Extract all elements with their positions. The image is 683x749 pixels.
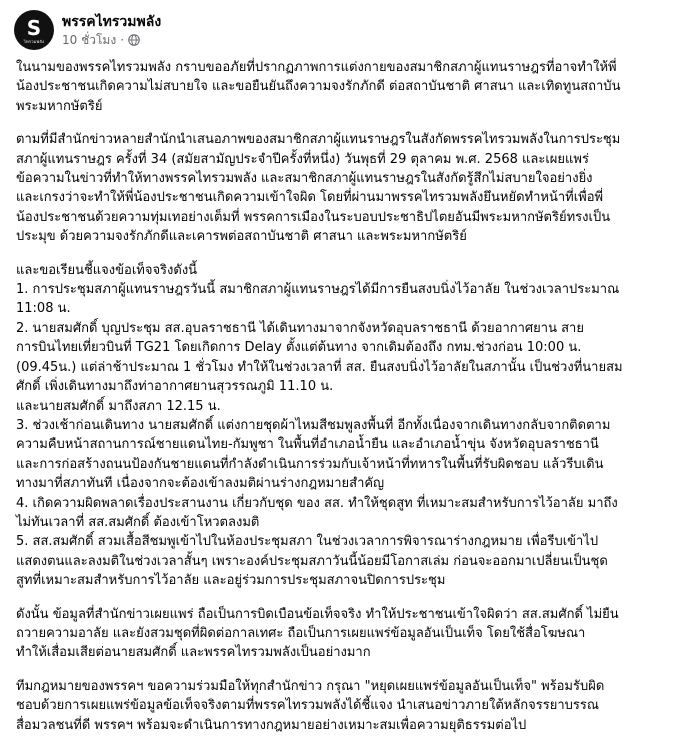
post-text-line: 5. สส.สมศักดิ์ สวมเสื้อสีชมพูเข้าไปในห้องประชุมสภา ในช่วงเวลาการพิจารณาร่างกฎหมาย เพื่อรีบเข้าไป <box>16 534 599 550</box>
post-subline <box>62 32 161 48</box>
post-text-line: ความคืบหน้าสถานการณ์ชายแดนไทย-กัมพูชา ในพื้นที่อำเภอน้ำยืน และอำเภอน้ำขุ่น จังหวัดอุบลราชธานี <box>16 437 599 453</box>
post-text-line: และการก่อสร้างถนนป้องกันชายแดนที่กำลังดำเนินการร่วมกับเจ้าหน้าที่ทหารในพื้นที่รับผิดชอบ แล้วรีบเดิน <box>16 456 604 472</box>
post-text-line: ในนามของพรรคไทรวมพลัง กราบขออภัยที่ปรากฏภาพการแต่งกายของสมาชิกสภาผู้แทนราษฎรที่อาจทำให้พี่ <box>16 60 617 75</box>
post-text-line: สื่อมวลชนที่ดี พรรคฯ พร้อมจะดำเนินการทางกฎหมายอย่างเหมาะสมเพื่อความยุติธรรมต่อไป <box>16 717 527 733</box>
party-logo-mark: S <box>26 16 42 40</box>
post-text-line: การบินไทยเที่ยวบินที่ TG21 โดยเกิดการ Delay ตั้งแต่ต้นทาง จากเดิมต้องถึง กทม.ช่วงก่อน 10:00 น. <box>16 340 582 356</box>
post-text-line: (09.45น.) แต่ล่าช้าประมาณ 1 ชั่วโมง ทำให้ในช่วงเวลาที่ สส. ยืนสงบนิ่งไว้อาลัยในสภานั้น เป็นช่วงที่นายสม <box>16 359 623 375</box>
post-header <box>14 10 161 50</box>
post-text-line: ศักดิ์ เพิ่งเดินทางมาถึงท่าอากาศยานสุวรรณภูมิ 11.10 น. <box>16 379 334 395</box>
post-text-line: 2. นายสมศักดิ์ บุญประชุม สส.อุบลราชธานี ได้เดินทางมาจากจังหวัดอุบลราชธานี ด้วยอากาศยาน สาย <box>16 320 584 336</box>
post-paragraph <box>16 605 674 663</box>
post-paragraph <box>16 130 674 246</box>
post-text-line: ทางมาที่สภาทันที เนื่องจากจะต้องเข้าลงมติผ่านร่างกฎหมายสำคัญ <box>16 476 385 492</box>
post-text-line: สูทที่เหมาะสมสำหรับการไว้อาลัย และอยู่ร่วมการประชุมสภาจนปิดการประชุม <box>16 573 446 589</box>
post-text-line: ไม่ทันเวลาที่ สส.สมศักดิ์ ต้องเข้าโหวตลงมติ <box>16 514 260 530</box>
post-meta <box>62 13 161 48</box>
globe-icon[interactable] <box>128 34 140 46</box>
post-text-line: ชอบด้วยการเผยแพร่ข้อมูลข้อเท็จจริงตามที่พรรคไทรวมพลังได้ชี้แจง นำเสนอข่าวภายใต้หลักจรรยาบรรณ <box>16 698 599 714</box>
post-text-line: 4. เกิดความผิดพลาดเรื่องประสานงาน เกี่ยวกับชุด ของ สส. ทำให้ชุดสูท ที่เหมาะสมสำหรับการไว้อาลัย มาถึง <box>16 495 618 511</box>
post-text-line: ประมุข ด้วยความจงรักภักดีและเคารพต่อสถาบันชาติ ศาสนา และพระมหากษัตริย์ <box>16 229 467 245</box>
post-text-line: แสดงตนและลงมติในช่วงเวลาสั้นๆ เพราะองค์ประชุมสภาวันนี้น้อยมีโอกาสเล่ม ก่อนจะออกมาเปลี่ยนเป็นชุด <box>16 553 608 569</box>
post-text-line: สภาผู้แทนราษฎร ครั้งที่ 34 (สมัยสามัญประจำปีครั้งที่หนึ่ง) วันพุธที่ 29 ตุลาคม พ.ศ. 2568 และเผยแพร่ <box>16 151 589 167</box>
post-paragraph <box>16 58 674 116</box>
separator-dot: · <box>120 32 125 47</box>
post-text-line: และนายสมศักดิ์ มาถึงสภา 12.15 น. <box>16 398 221 414</box>
post-text-line: พระมหากษัตริย์ <box>16 98 103 114</box>
post-text-line: และขอเรียนชี้แจงข้อเท็จจริงดังนี้ <box>16 262 198 278</box>
page-avatar[interactable] <box>14 10 54 50</box>
page-name-link[interactable]: พรรคไทรวมพลัง <box>62 13 162 30</box>
post-text <box>16 58 674 749</box>
post-text-line: ทำให้เสื่อมเสียต่อนายสมศักดิ์ และพรรคไทรวมพลังเป็นอย่างมาก <box>16 645 371 661</box>
post-text-line: ตามที่มีสำนักข่าวหลายสำนักนำเสนอภาพของสมาชิกสภาผู้แทนราษฎรในสังกัดพรรคไทรวมพลังในการประชุม <box>16 132 621 148</box>
post-text-line: ถวายความอาลัย และยังสวมชุดที่ผิดต่อกาลเทศะ ถือเป็นการเผยแพร่ข้อมูลอันเป็นเท็จ โดยใช้สื่อโฆษณา <box>16 625 586 641</box>
post-text-line: ข้อความในข่าวที่ทำให้ทางพรรคไทรวมพลัง และสมาชิกสภาผู้แทนราษฎรในสังกัดรู้สึกไม่สบายใจอย่างยิ่ง <box>16 171 593 187</box>
post-text-line: และเกรงว่าจะทำให้พี่น้องประชาชนเกิดความเข้าใจผิด โดยที่ผ่านมาพรรคไทรวมพลังยึนหยัดทำหน้าที่เพื่อพี่ <box>16 190 604 206</box>
post-text-line: 1. การประชุมสภาผู้แทนราษฎรวันนี้ สมาชิกสภาผู้แทนราษฎรได้มีการยืนสงบนิ่งไว้อาลัย ในช่วงเวลาประมาณ <box>16 282 620 298</box>
party-logo-subtext: ไทรวมพลัง <box>23 39 45 44</box>
post-text-line: 11:08 น. <box>16 301 71 317</box>
post-paragraph <box>16 677 674 735</box>
post-paragraph <box>16 261 674 591</box>
post-text-line: น้องประชาชนเกิดความไม่สบายใจ และขอยืนยันถึงความจงรักภักดี ต่อสถาบันชาติ ศาสนา และเทิดทูนสถาบัน <box>16 79 621 95</box>
post-timestamp[interactable]: 10 ชั่วโมง <box>62 32 117 47</box>
post-text-line: ทีมกฎหมายของพรรคฯ ขอความร่วมมือให้ทุกสำนักข่าว กรุณา "หยุดเผยแพร่ข้อมูลอันเป็นเท็จ" พร้อมรับผิด <box>16 678 605 694</box>
post-text-line: น้องประชาชนด้วยความทุ่มเทอย่างเต็มที่ พรรคการเมืองในระบอบประชาธิปไตยอันมีพระมหากษัตริย์ทรงเป็น <box>16 209 611 225</box>
post-text-line: ดังนั้น ข้อมูลที่สำนักข่าวเผยแพร่ ถือเป็นการบิดเบือนข้อเท็จจริง ทำให้ประชาชนเข้าใจผิดว่า สส.สมศักดิ์ ไม่ยืน <box>16 606 619 622</box>
post-text-line: 3. ช่วงเช้าก่อนเดินทาง นายสมศักดิ์ แต่งกายชุดผ้าไหมสีชมพูลงพื้นที่ อีกทั้งเนื่องจากเดินทางกลับจากติดตาม <box>16 417 611 433</box>
